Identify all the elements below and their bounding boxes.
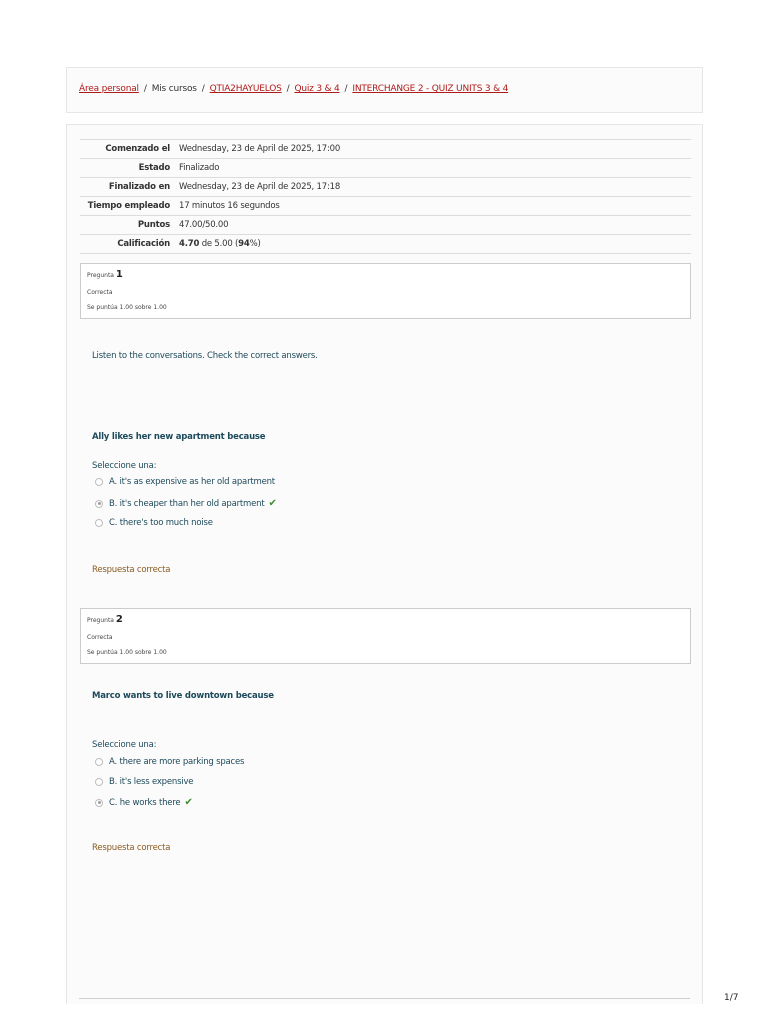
- breadcrumb-item-mis-cursos: Mis cursos: [151, 84, 197, 94]
- question-number-line: [87, 267, 684, 283]
- question-prompt: Ally likes her new apartment because: [92, 432, 266, 442]
- summary-label: Estado: [138, 163, 170, 173]
- radio-button-selected[interactable]: [95, 799, 103, 807]
- question-number: 1: [115, 269, 123, 280]
- radio-button-selected[interactable]: [95, 500, 103, 508]
- question-state: Correcta: [87, 634, 113, 641]
- question-label: Pregunta: [87, 617, 114, 624]
- summary-label: Finalizado en: [108, 182, 170, 192]
- select-one-label: Seleccione una:: [92, 740, 157, 750]
- summary-label: Calificación: [117, 239, 170, 249]
- summary-row-started: [80, 140, 691, 159]
- answer-option[interactable]: [95, 477, 275, 487]
- summary-value: [175, 235, 691, 254]
- answer-option[interactable]: [95, 498, 277, 509]
- summary-row-time-taken: [80, 197, 691, 216]
- answer-option-label: C. he works there: [109, 797, 181, 808]
- breadcrumb-separator: /: [286, 84, 290, 94]
- question-state: Correcta: [87, 289, 113, 296]
- summary-label: Puntos: [137, 220, 170, 230]
- answer-option-label: B. it's less expensive: [109, 777, 194, 787]
- summary-value: Wednesday, 23 de April de 2025, 17:18: [179, 182, 341, 192]
- summary-value: Wednesday, 23 de April de 2025, 17:00: [179, 144, 341, 154]
- question-number: 2: [115, 614, 123, 625]
- breadcrumb-link-quiz-section[interactable]: Quiz 3 & 4: [294, 84, 340, 94]
- grade-percent-suffix: %): [249, 239, 261, 249]
- breadcrumb: [79, 84, 508, 94]
- page-number: 1/7: [724, 993, 739, 1003]
- breadcrumb-separator: /: [201, 84, 205, 94]
- summary-label: Comenzado el: [105, 144, 170, 154]
- select-one-label: Seleccione una:: [92, 461, 157, 471]
- answer-option-label: A. there are more parking spaces: [109, 757, 245, 767]
- attempt-summary-table: [80, 139, 691, 254]
- question-number-line: [87, 612, 684, 628]
- grade-percent: 94: [238, 239, 250, 249]
- breadcrumb-link-area-personal[interactable]: Área personal: [79, 84, 139, 94]
- radio-button[interactable]: [95, 519, 103, 527]
- main-content: [66, 124, 703, 1004]
- answer-option[interactable]: [95, 518, 213, 528]
- answer-option[interactable]: [95, 777, 193, 787]
- breadcrumb-link-quiz[interactable]: INTERCHANGE 2 - QUIZ UNITS 3 & 4: [352, 84, 509, 94]
- question-feedback: Respuesta correcta: [92, 565, 171, 575]
- question-info-box: [80, 608, 691, 664]
- check-icon: ✔: [268, 498, 277, 509]
- answer-option-label: A. it's as expensive as her old apartment: [109, 477, 275, 487]
- summary-label: Tiempo empleado: [87, 201, 170, 211]
- grade-value: 4.70: [179, 239, 200, 249]
- question-info-box: [80, 263, 691, 319]
- breadcrumb-separator: /: [143, 84, 147, 94]
- check-icon: ✔: [184, 797, 193, 808]
- summary-row-state: [80, 159, 691, 178]
- summary-row-finished: [80, 178, 691, 197]
- summary-value: Finalizado: [179, 163, 220, 173]
- breadcrumb-container: [66, 67, 703, 113]
- radio-button[interactable]: [95, 758, 103, 766]
- radio-button[interactable]: [95, 478, 103, 486]
- question-prompt: Marco wants to live downtown because: [92, 691, 274, 701]
- question-intro-text: Listen to the conversations. Check the correct answers.: [92, 351, 318, 361]
- answer-option-label: C. there's too much noise: [109, 518, 213, 528]
- question-grade: Se puntúa 1.00 sobre 1.00: [87, 649, 167, 656]
- question-grade: Se puntúa 1.00 sobre 1.00: [87, 304, 167, 311]
- answer-option[interactable]: [95, 797, 193, 808]
- summary-value: 17 minutos 16 segundos: [179, 201, 280, 211]
- question-feedback: Respuesta correcta: [92, 843, 171, 853]
- radio-button[interactable]: [95, 778, 103, 786]
- answer-option-label: B. it's cheaper than her old apartment: [109, 498, 265, 509]
- summary-value: 47.00/50.00: [179, 220, 229, 230]
- answer-option[interactable]: [95, 757, 244, 767]
- summary-row-grade: [80, 235, 691, 254]
- breadcrumb-link-course[interactable]: QTIA2HAYUELOS: [209, 84, 282, 94]
- breadcrumb-separator: /: [344, 84, 348, 94]
- summary-row-marks: [80, 216, 691, 235]
- page-divider: [79, 998, 690, 999]
- grade-out-of: de 5.00 (: [199, 239, 239, 249]
- question-label: Pregunta: [87, 272, 114, 279]
